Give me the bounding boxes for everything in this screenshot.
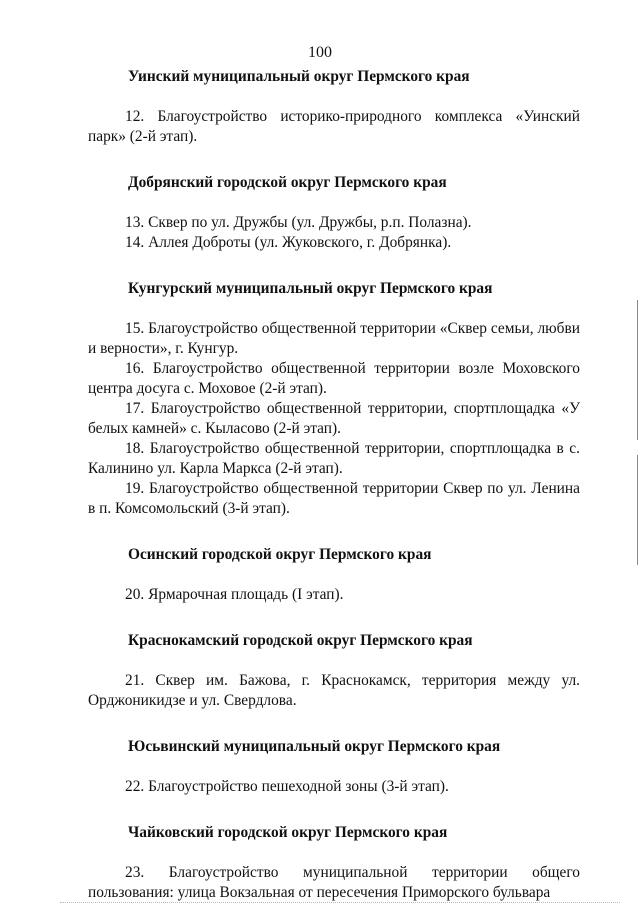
list-item: 19. Благоустройство общественной территории Сквер по ул. Ленина в п. Комсомольский (3-й этап).: [88, 480, 580, 517]
scan-edge-mark: [637, 455, 638, 565]
scan-edge-mark: [637, 300, 638, 440]
list-item: 12. Благоустройство историко-природного комплекса «Уинский парк» (2-й этап).: [88, 108, 580, 145]
list-item: 17. Благоустройство общественной территории, спортплощадка «У белых камней» с. Кыласово (2-й этап).: [88, 400, 580, 437]
section-heading: Кунгурский муниципальный округ Пермского края: [128, 280, 493, 297]
list-item: 20. Ярмарочная площадь (I этап).: [125, 586, 344, 603]
scan-bottom-artifact: [60, 901, 620, 903]
list-item: 14. Аллея Доброты (ул. Жуковского, г. Добрянка).: [125, 234, 452, 251]
page-number: 100: [308, 44, 332, 61]
section-heading: Чайковский городской округ Пермского края: [128, 824, 448, 841]
section-heading: Осинский городской округ Пермского края: [128, 546, 432, 563]
list-item: 18. Благоустройство общественной территории, спортплощадка в с. Калинино ул. Карла Маркса (2-й этап).: [88, 440, 580, 477]
list-item: 21. Сквер им. Бажова, г. Краснокамск, территория между ул. Орджоникидзе и ул. Свердлова.: [88, 672, 580, 709]
section-heading: Краснокамский городской округ Пермского края: [128, 632, 473, 649]
section-heading: Уинский муниципальный округ Пермского края: [128, 68, 470, 85]
section-heading: Юсьвинский муниципальный округ Пермского края: [128, 738, 501, 755]
list-item: 22. Благоустройство пешеходной зоны (3-й этап).: [125, 778, 449, 795]
list-item: 16. Благоустройство общественной территории возле Моховского центра досуга с. Моховое (2-й этап).: [88, 360, 580, 397]
list-item: 23. Благоустройство муниципальной территории общего пользования: улица Вокзальная от пересечения Приморского бульвара: [88, 864, 580, 901]
list-item: 13. Сквер по ул. Дружбы (ул. Дружбы, р.п. Полазна).: [125, 214, 472, 231]
section-heading: Добрянский городской округ Пермского края: [128, 174, 447, 191]
document-body: [88, 67, 580, 903]
list-item: 15. Благоустройство общественной территории «Сквер семьи, любви и верности», г. Кунгур.: [88, 320, 580, 357]
